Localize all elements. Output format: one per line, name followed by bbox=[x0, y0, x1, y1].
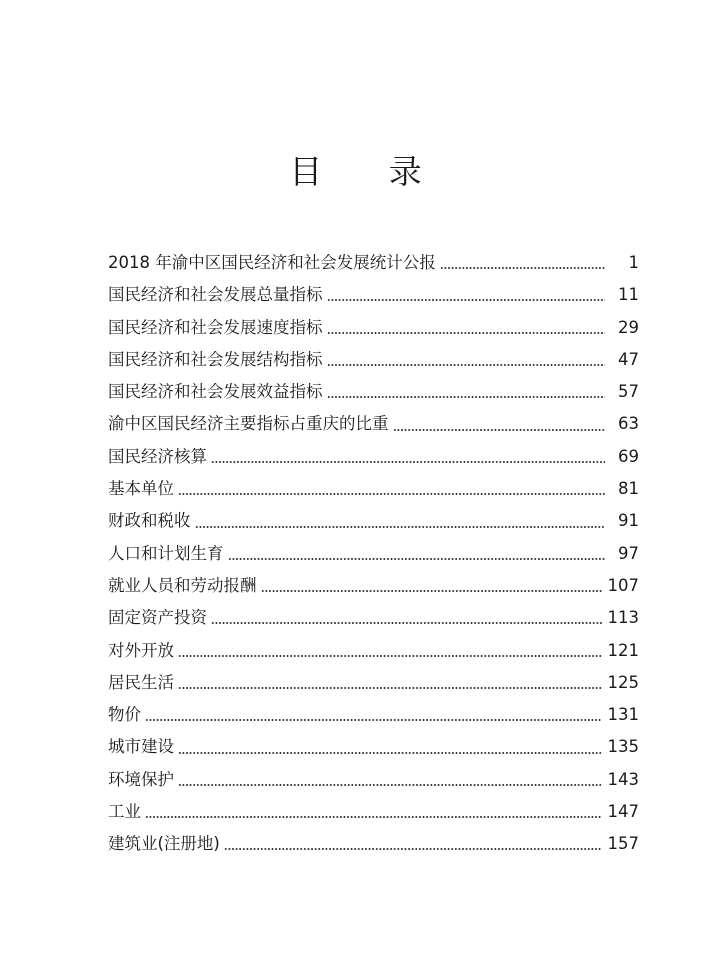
toc-entry-label: 国民经济核算 bbox=[108, 446, 207, 466]
toc-entry-page-number: 121 bbox=[607, 640, 639, 660]
toc-entry-page-number: 147 bbox=[607, 802, 639, 822]
toc-entry[interactable] bbox=[108, 635, 639, 667]
toc-entry[interactable] bbox=[108, 505, 639, 537]
dot-leader bbox=[211, 622, 602, 624]
dot-leader bbox=[440, 267, 605, 269]
toc-entry[interactable] bbox=[108, 796, 639, 828]
toc-entry-page-number: 81 bbox=[618, 479, 639, 499]
toc-entry[interactable] bbox=[108, 344, 639, 376]
toc-entry[interactable] bbox=[108, 441, 639, 473]
toc-entry-label: 就业人员和劳动报酬 bbox=[108, 575, 257, 595]
toc-entry-label: 工业 bbox=[108, 802, 141, 822]
dot-leader bbox=[178, 687, 602, 689]
toc-entry[interactable] bbox=[108, 731, 639, 763]
toc-entry-page-number: 131 bbox=[607, 705, 639, 725]
toc-entry-page-number: 1 bbox=[628, 253, 639, 272]
toc-entry-page-number: 125 bbox=[607, 672, 639, 692]
toc-entry-label: 国民经济和社会发展效益指标 bbox=[108, 382, 323, 402]
toc-entry-label: 国民经济和社会发展总量指标 bbox=[108, 285, 323, 305]
toc-entry-page-number: 157 bbox=[607, 834, 639, 854]
toc-entry-label: 居民生活 bbox=[108, 672, 174, 692]
dot-leader bbox=[178, 493, 605, 495]
dot-leader bbox=[178, 655, 602, 657]
toc-entry-label: 基本单位 bbox=[108, 479, 174, 499]
toc-entry-page-number: 47 bbox=[618, 349, 639, 369]
table-of-contents bbox=[108, 247, 639, 861]
dot-leader bbox=[145, 719, 602, 721]
toc-entry[interactable] bbox=[108, 279, 639, 311]
toc-entry-page-number: 91 bbox=[618, 511, 639, 531]
toc-entry[interactable] bbox=[108, 247, 639, 279]
toc-entry-label: 城市建设 bbox=[108, 737, 174, 757]
dot-leader bbox=[327, 332, 606, 334]
dot-leader bbox=[211, 461, 605, 463]
toc-entry-label: 环境保护 bbox=[108, 769, 174, 789]
toc-entry-label: 国民经济和社会发展速度指标 bbox=[108, 317, 323, 337]
dot-leader bbox=[228, 558, 606, 560]
toc-entry[interactable] bbox=[108, 699, 639, 731]
dot-leader bbox=[393, 429, 606, 431]
toc-entry[interactable] bbox=[108, 408, 639, 440]
dot-leader bbox=[195, 526, 606, 528]
toc-entry[interactable] bbox=[108, 376, 639, 408]
toc-entry-label: 渝中区国民经济主要指标占重庆的比重 bbox=[108, 414, 389, 434]
toc-entry-label: 物价 bbox=[108, 705, 141, 725]
toc-entry-page-number: 97 bbox=[618, 543, 639, 563]
dot-leader bbox=[145, 816, 602, 818]
page-title: 目 录 bbox=[289, 152, 450, 191]
toc-entry[interactable] bbox=[108, 538, 639, 570]
toc-entry-label: 国民经济和社会发展结构指标 bbox=[108, 349, 323, 369]
dot-leader bbox=[327, 396, 606, 398]
toc-entry-page-number: 135 bbox=[607, 737, 639, 757]
dot-leader bbox=[178, 784, 602, 786]
toc-entry-label: 财政和税收 bbox=[108, 511, 191, 531]
toc-entry-page-number: 29 bbox=[618, 317, 639, 337]
toc-entry-page-number: 69 bbox=[618, 446, 639, 466]
toc-entry-label: 人口和计划生育 bbox=[108, 543, 224, 563]
dot-leader bbox=[327, 299, 606, 301]
toc-entry[interactable] bbox=[108, 764, 639, 796]
toc-entry[interactable] bbox=[108, 473, 639, 505]
dot-leader bbox=[178, 752, 602, 754]
toc-entry[interactable] bbox=[108, 570, 639, 602]
toc-entry-label: 建筑业(注册地) bbox=[108, 834, 220, 854]
toc-entry-page-number: 113 bbox=[607, 608, 639, 628]
dot-leader bbox=[224, 848, 602, 850]
toc-entry[interactable] bbox=[108, 828, 639, 860]
toc-entry-page-number: 11 bbox=[618, 285, 639, 305]
dot-leader bbox=[261, 590, 602, 592]
toc-entry-label: 对外开放 bbox=[108, 640, 174, 660]
toc-entry-label: 2018 年渝中区国民经济和社会发展统计公报 bbox=[108, 253, 436, 272]
toc-entry-page-number: 57 bbox=[618, 382, 639, 402]
toc-entry[interactable] bbox=[108, 312, 639, 344]
toc-entry[interactable] bbox=[108, 667, 639, 699]
toc-entry-page-number: 107 bbox=[607, 575, 639, 595]
toc-entry-page-number: 143 bbox=[607, 769, 639, 789]
toc-entry-page-number: 63 bbox=[618, 414, 639, 434]
toc-entry[interactable] bbox=[108, 602, 639, 634]
toc-entry-label: 固定资产投资 bbox=[108, 608, 207, 628]
dot-leader bbox=[327, 364, 606, 366]
